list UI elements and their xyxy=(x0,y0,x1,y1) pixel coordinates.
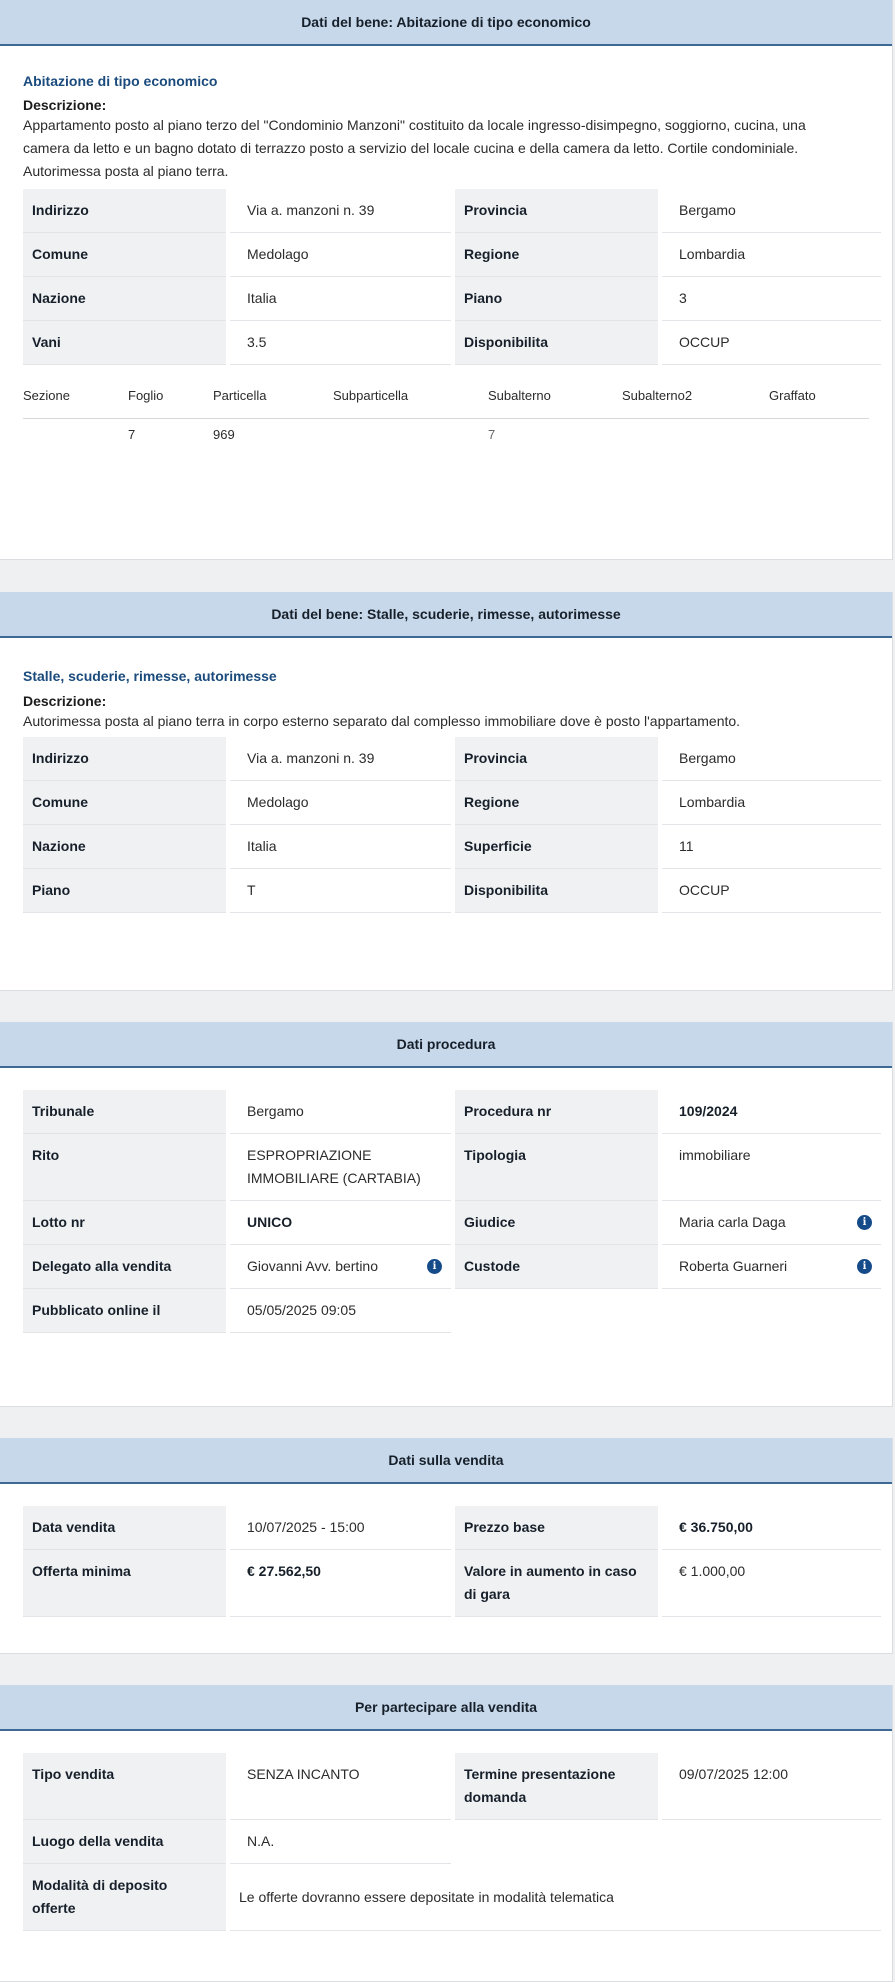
delegato-name: Giovanni Avv. bertino xyxy=(247,1258,379,1274)
rito-line: IMMOBILIARE (CARTABIA) xyxy=(247,1170,421,1186)
field-label: Regione xyxy=(455,781,658,825)
vendita-card xyxy=(0,1438,893,1654)
termine-value: 09/07/2025 12:00 xyxy=(662,1753,881,1820)
cadastral-header: Foglio xyxy=(128,388,164,403)
details-grid xyxy=(23,189,869,365)
field-label xyxy=(23,1864,226,1931)
field-label: Vani xyxy=(23,321,226,365)
field-label: Pubblicato online il xyxy=(23,1289,226,1333)
field-value: Italia xyxy=(230,277,451,321)
cadastral-header: Sezione xyxy=(23,388,70,403)
field-label: Disponibilita xyxy=(455,321,658,365)
cadastral-value: 7 xyxy=(488,427,496,442)
tribunale-value: Bergamo xyxy=(230,1090,451,1134)
details-grid xyxy=(23,1506,869,1617)
field-label: Delegato alla vendita xyxy=(23,1245,226,1289)
field-label: Indirizzo xyxy=(23,737,226,781)
field-value: Via a. manzoni n. 39 xyxy=(230,189,451,233)
bene-subtitle: Abitazione di tipo economico xyxy=(23,73,218,89)
field-label: Giudice xyxy=(455,1201,658,1245)
offerta-minima-value: € 27.562,50 xyxy=(230,1550,451,1617)
cadastral-value: 969 xyxy=(213,427,235,442)
data-vendita-value: 10/07/2025 - 15:00 xyxy=(230,1506,451,1550)
field-label: Regione xyxy=(455,233,658,277)
cadastral-header: Particella xyxy=(213,388,267,403)
label-line: Modalità di deposito xyxy=(32,1877,168,1893)
tipologia-value: immobiliare xyxy=(662,1134,881,1201)
description-label: Descrizione: xyxy=(23,693,107,709)
empty-cell xyxy=(662,1820,881,1864)
field-label: Offerta minima xyxy=(23,1550,226,1617)
card-header: Dati procedura xyxy=(0,1022,892,1068)
empty-cell xyxy=(455,1289,658,1333)
cadastral-header: Subparticella xyxy=(333,388,409,403)
aumento-value: € 1.000,00 xyxy=(662,1550,881,1617)
cadastral-header: Subalterno xyxy=(488,388,551,403)
field-label: Tipo vendita xyxy=(23,1753,226,1820)
field-value: 11 xyxy=(662,825,881,869)
field-label: Custode xyxy=(455,1245,658,1289)
field-label: Prezzo base xyxy=(455,1506,658,1550)
cadastral-value: 7 xyxy=(128,427,136,442)
tipo-vendita-value: SENZA INCANTO xyxy=(230,1753,451,1820)
pubblicato-value: 05/05/2025 09:05 xyxy=(230,1289,451,1333)
field-value: 3 xyxy=(662,277,881,321)
bene-abitazione-card xyxy=(0,0,893,560)
prezzo-base-value: € 36.750,00 xyxy=(662,1506,881,1550)
field-label: Provincia xyxy=(455,737,658,781)
info-icon[interactable]: i xyxy=(857,1215,872,1230)
bene-subtitle: Stalle, scuderie, rimesse, autorimesse xyxy=(23,668,277,684)
field-label: Piano xyxy=(455,277,658,321)
field-value: OCCUP xyxy=(662,321,881,365)
description-line: Autorimessa posta al piano terra in corpo esterno separato dal complesso immobiliare dove è posto l'appartamento. xyxy=(23,713,741,729)
field-value: 3.5 xyxy=(230,321,451,365)
label-line: di gara xyxy=(464,1586,510,1602)
label-line: Termine presentazione xyxy=(464,1766,616,1782)
field-label: Nazione xyxy=(23,825,226,869)
details-grid xyxy=(23,737,869,913)
details-grid xyxy=(23,1090,869,1333)
lotto-value: UNICO xyxy=(230,1201,451,1245)
field-label: Disponibilita xyxy=(455,869,658,913)
rito-value xyxy=(230,1134,451,1201)
description-line: camera da letto e un bagno dotato di terrazzo posto a servizio del locale cucina e della camera da letto. Cortile condominiale. xyxy=(23,140,799,156)
field-value: Via a. manzoni n. 39 xyxy=(230,737,451,781)
partecipare-card xyxy=(0,1685,893,1982)
field-label: Comune xyxy=(23,781,226,825)
procedura-card xyxy=(0,1022,893,1407)
field-label: Tipologia xyxy=(455,1134,658,1201)
field-label: Superficie xyxy=(455,825,658,869)
field-value: Medolago xyxy=(230,781,451,825)
field-value: Medolago xyxy=(230,233,451,277)
description-label: Descrizione: xyxy=(23,97,107,113)
field-label: Comune xyxy=(23,233,226,277)
description-line: Appartamento posto al piano terzo del "Condominio Manzoni" costituito da locale ingresso-disimpegno, soggiorno, cucina, una xyxy=(23,117,806,133)
card-header: Dati sulla vendita xyxy=(0,1438,892,1484)
rito-line: ESPROPRIAZIONE xyxy=(247,1147,372,1163)
field-label xyxy=(455,1753,658,1820)
description-text xyxy=(23,710,868,733)
card-header: Dati del bene: Abitazione di tipo economico xyxy=(0,0,892,46)
field-value: Bergamo xyxy=(662,189,881,233)
empty-cell xyxy=(455,1820,658,1864)
info-icon[interactable]: i xyxy=(857,1259,872,1274)
label-line: Valore in aumento in caso xyxy=(464,1563,637,1579)
field-value: Italia xyxy=(230,825,451,869)
luogo-value: N.A. xyxy=(230,1820,451,1864)
info-icon[interactable]: i xyxy=(427,1259,442,1274)
procedura-value: 109/2024 xyxy=(662,1090,881,1134)
field-label: Nazione xyxy=(23,277,226,321)
field-value: Lombardia xyxy=(662,781,881,825)
field-label: Indirizzo xyxy=(23,189,226,233)
delegato-value xyxy=(230,1245,451,1289)
details-grid xyxy=(23,1753,869,1931)
bene-autorimessa-card xyxy=(0,592,893,991)
custode-name: Roberta Guarneri xyxy=(679,1258,788,1274)
label-line: domanda xyxy=(464,1789,527,1805)
field-value: Lombardia xyxy=(662,233,881,277)
cadastral-table xyxy=(23,365,869,455)
field-label: Rito xyxy=(23,1134,226,1201)
custode-value xyxy=(662,1245,881,1289)
field-value: T xyxy=(230,869,451,913)
field-value: Bergamo xyxy=(662,737,881,781)
field-label xyxy=(455,1550,658,1617)
empty-cell xyxy=(662,1289,881,1333)
field-label: Data vendita xyxy=(23,1506,226,1550)
description-line: Autorimessa posta al piano terra. xyxy=(23,163,229,179)
card-header: Dati del bene: Stalle, scuderie, rimesse, autorimesse xyxy=(0,592,892,638)
giudice-name: Maria carla Daga xyxy=(679,1214,786,1230)
field-label: Lotto nr xyxy=(23,1201,226,1245)
field-label: Provincia xyxy=(455,189,658,233)
field-label: Luogo della vendita xyxy=(23,1820,226,1864)
giudice-value xyxy=(662,1201,881,1245)
field-label: Piano xyxy=(23,869,226,913)
deposito-value: Le offerte dovranno essere depositate in modalità telematica xyxy=(230,1864,881,1931)
cadastral-header: Graffato xyxy=(769,388,816,403)
card-header: Per partecipare alla vendita xyxy=(0,1685,892,1731)
cadastral-header-row xyxy=(23,385,869,419)
label-line: offerte xyxy=(32,1900,76,1916)
field-value: OCCUP xyxy=(662,869,881,913)
field-label: Tribunale xyxy=(23,1090,226,1134)
description-text xyxy=(23,114,868,183)
cadastral-header: Subalterno2 xyxy=(622,388,693,403)
field-label: Procedura nr xyxy=(455,1090,658,1134)
